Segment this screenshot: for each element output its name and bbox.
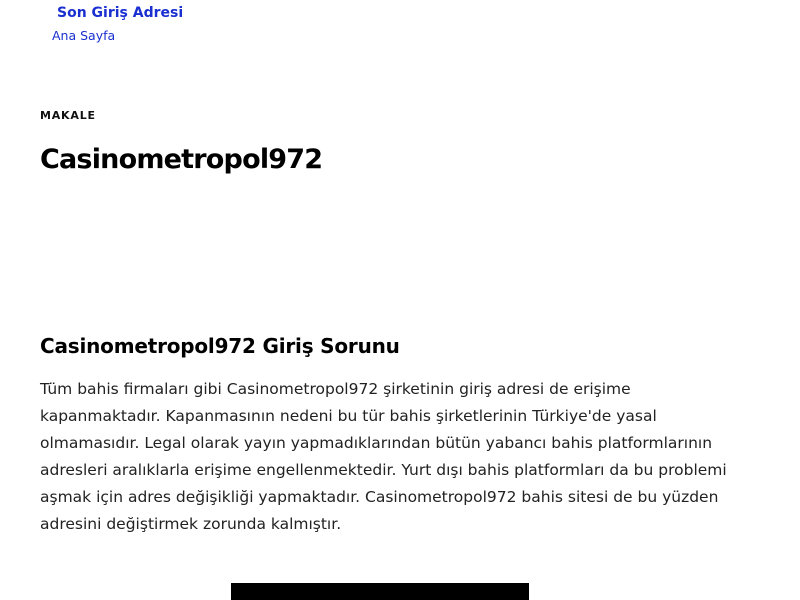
section-heading: Casinometropol972 Giriş Sorunu — [40, 334, 400, 358]
article-title: Casinometropol972 — [40, 144, 323, 175]
embedded-image-block — [231, 583, 529, 600]
site-title-link[interactable]: Son Giriş Adresi — [57, 5, 184, 21]
article-paragraph: Tüm bahis firmaları gibi Casinometropol972 şirketinin giriş adresi de erişime kapanmaktadır. Kapanmasının nedeni bu tür bahis şirketlerinin Türkiye'de yasal olmamasıdır. Legal olarak yayın yapmadıklarından bütün yabancı bahis platformlarının adresleri aralıklarla erişime engellenmektedir. Yurt dışı bahis platformları da bu problemi aşmak için adres değişikliği yapmaktadır. Casinometropol972 bahis sitesi de bu yüzden adresini değiştirmek zorunda kalmıştır. — [40, 380, 727, 533]
category-link[interactable]: MAKALE — [40, 109, 96, 122]
nav-home-link[interactable]: Ana Sayfa — [52, 28, 116, 43]
